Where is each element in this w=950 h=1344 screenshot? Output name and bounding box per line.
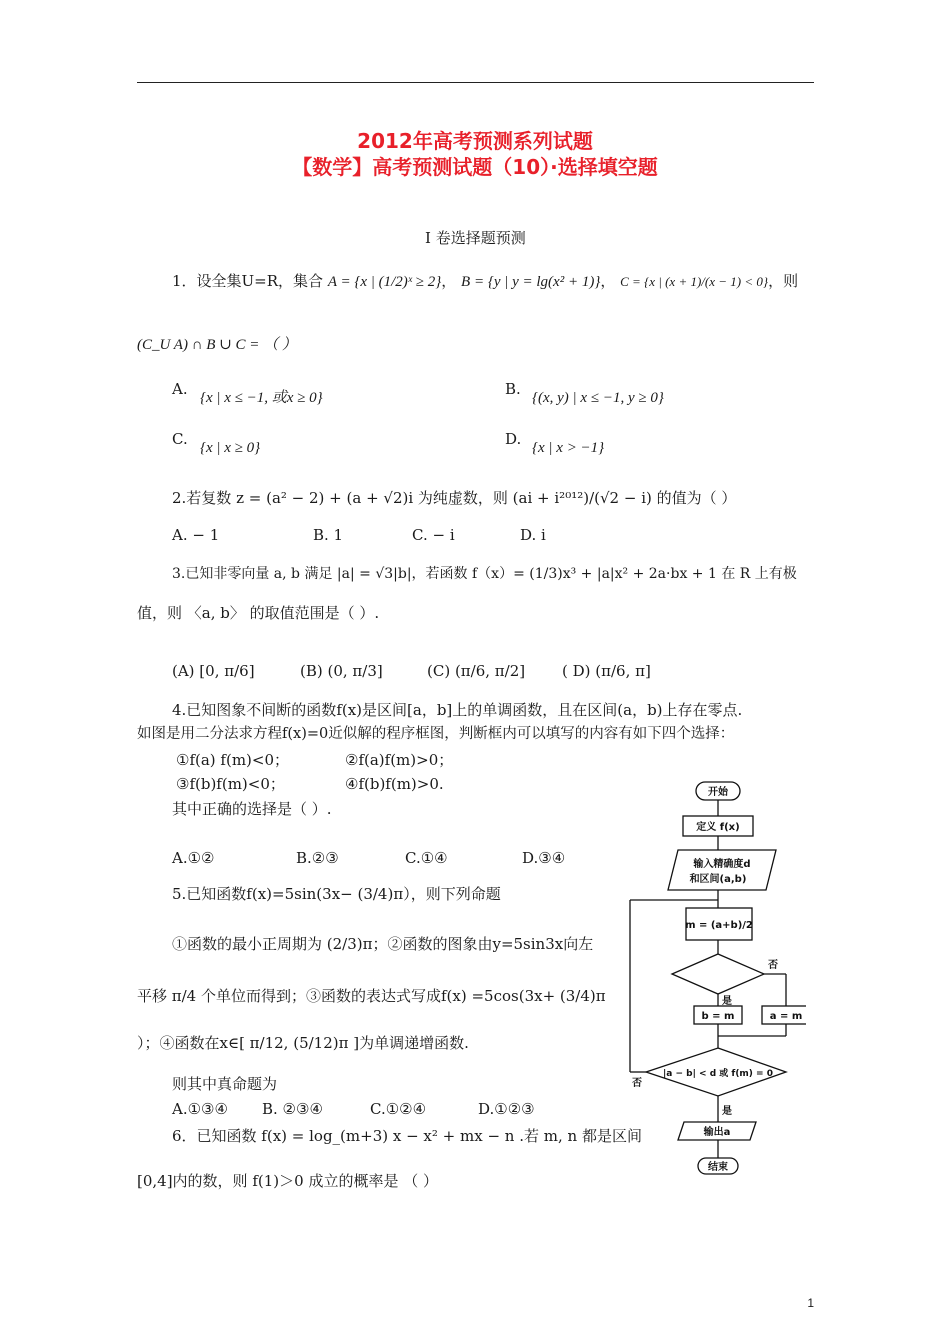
q1-option-a-value: {x | x ≤ −1, 或x ≥ 0} (200, 390, 323, 406)
q1-option-d-value: {x | x > −1} (532, 440, 605, 456)
section-heading: Ⅰ 卷选择题预测 (425, 229, 526, 247)
fc-no-label-1: 否 (768, 960, 778, 971)
header-rule (137, 82, 814, 83)
q3-line-2: 值，则 〈a, b〉 的取值范围是（ ）. (137, 604, 380, 622)
q4-option-b: B.②③ (296, 849, 339, 867)
q6-line-2: [0,4]内的数，则 f(1)＞0 成立的概率是 （ ） (137, 1172, 438, 1190)
q5-line-5: 则其中真命题为 (172, 1075, 278, 1093)
fc-assign-label: m = (a+b)/2 (685, 920, 753, 931)
q5-line-1: 5.已知函数f(x)=5sin(3x− (3/4)π），则下列命题 (172, 885, 501, 903)
q4-line-3: 其中正确的选择是（ ）. (172, 800, 332, 818)
q5-option-c: C.①②④ (370, 1100, 427, 1118)
fc-no-label-2: 否 (632, 1078, 642, 1089)
q3-option-a: (A) [0, π/6] (172, 662, 255, 680)
q4-choice-1: ①f(a) f(m)<0； (176, 751, 290, 769)
q1-stem: 1．设全集U=R，集合 A = {x | (1/2)ˣ ≥ 2}， B = {y | y = lg(x² + 1)}， C = {x | (x + 1)/(x − 1) < 0}，则 (172, 272, 799, 290)
bisection-flowchart (626, 778, 806, 1178)
page-subtitle: 【数学】高考预测试题（10）·选择填空题 (292, 155, 658, 179)
q5-line-4: ）；④函数在x∈[ π/12, (5/12)π ]为单调递增函数. (137, 1034, 469, 1052)
fc-input-label-2: 和区间(a,b) (689, 874, 747, 885)
q4-choice-2: ②f(a)f(m)>0； (345, 751, 454, 769)
fc-b-assign-label: b = m (701, 1011, 735, 1022)
q2-stem: 2.若复数 z = (a² − 2) + (a + √2)i 为纯虚数，则 (ai + i²⁰¹²)/(√2 − i) 的值为（ ） (172, 489, 737, 507)
q2-option-d: D. i (520, 526, 546, 544)
q5-line-2: ①函数的最小正周期为 (2/3)π；②函数的图象由y=5sin3x向左 (172, 935, 594, 953)
fc-yes-label-1: 是 (722, 996, 732, 1007)
fc-output-label: 输出a (703, 1127, 731, 1138)
q4-option-d: D.③④ (522, 849, 566, 867)
page-number: 1 (807, 1296, 814, 1310)
q1-option-b-label: B. (505, 380, 521, 398)
q4-choice-4: ④f(b)f(m)>0. (345, 775, 444, 793)
q1-set-a: A = {x | (1/2)ˣ ≥ 2} (327, 274, 442, 290)
q1-option-b-value: {(x, y) | x ≤ −1, y ≥ 0} (532, 390, 664, 406)
q5-option-b: B. ②③④ (262, 1100, 323, 1118)
q5-line-3: 平移 π/4 个单位而得到；③函数的表达式写成f(x) =5cos(3x+ (3/4)π (137, 987, 606, 1005)
fc-start-label: 开始 (708, 787, 728, 798)
q1-stem-prefix: 1．设全集U=R，集合 (172, 272, 324, 290)
q4-option-a: A.①② (172, 849, 215, 867)
fc-a-assign-label: a = m (769, 1011, 803, 1022)
q6-line-1: 6．已知函数 f(x) = log_(m+3) x − x² + mx − n .若 m, n 都是区间 (172, 1127, 642, 1145)
q4-choice-3: ③f(b)f(m)<0； (176, 775, 285, 793)
fc-define-label: 定义 f(x) (696, 822, 740, 833)
q3-option-b: (B) (0, π/3] (300, 662, 383, 680)
q1-stem-suffix: ，则 (768, 272, 799, 290)
q1-option-c-label: C. (172, 430, 188, 448)
fc-decision-node (672, 954, 764, 994)
q1-option-d-label: D. (505, 430, 522, 448)
q4-line-1: 4.已知图象不间断的函数f(x)是区间[a，b]上的单调函数，且在区间(a，b)上存在零点. (172, 701, 743, 719)
page-title: 2012年高考预测系列试题 (357, 129, 593, 153)
fc-end-label: 结束 (708, 1162, 728, 1173)
q1-option-a-label: A. (172, 380, 188, 398)
q4-option-c: C.①④ (405, 849, 448, 867)
q3-option-c: (C) (π/6, π/2] (427, 662, 526, 680)
q5-option-d: D.①②③ (478, 1100, 535, 1118)
q2-option-c: C. − i (412, 526, 455, 544)
q5-option-a: A.①③④ (172, 1100, 228, 1118)
fc-loop-condition-label: |a − b| < d 或 f(m) = 0 (662, 1069, 774, 1079)
fc-yes-label-2: 是 (722, 1106, 732, 1117)
q1-expression: (C_U A) ∩ B ∪ C = （ ） (137, 337, 297, 353)
q3-line-1: 3.已知非零向量 a, b 满足 |a| = √3|b|，若函数 f（x）= (1/3)x³ + |a|x² + 2a·bx + 1 在 R 上有极 (172, 566, 797, 582)
q2-option-a: A. − 1 (172, 526, 220, 544)
q1-set-c: C = {x | (x + 1)/(x − 1) < 0} (620, 274, 769, 289)
q1-option-c-value: {x | x ≥ 0} (200, 440, 261, 456)
q1-set-b: B = {y | y = lg(x² + 1)} (461, 274, 601, 290)
q3-option-d: ( D) (π/6, π] (562, 662, 651, 680)
q4-line-2: 如图是用二分法求方程f(x)=0近似解的程序框图，判断框内可以填写的内容有如下四个选择： (137, 726, 735, 742)
q2-option-b: B. 1 (313, 526, 344, 544)
fc-input-label-1: 输入精确度d (693, 859, 751, 870)
